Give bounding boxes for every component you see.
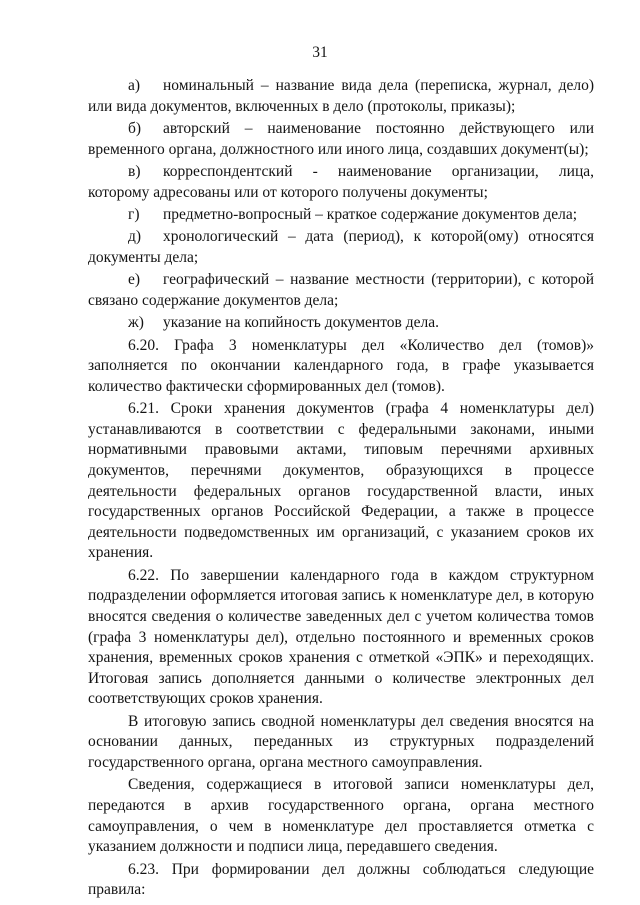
list-item-a bbox=[88, 76, 594, 117]
paragraph-summary-transfer: Сведения, содержащиеся в итоговой записи номенклатуры дел, передаются в архив государственного органа, органа местного самоуправления, о чем в номенклатуре дел проставляется отметка с указанием должности и подписи лица, передавшего сведения. bbox=[88, 776, 594, 856]
paragraph-summary-record: В итоговую запись сводной номенклатуры дел сведения вносятся на основании данных, переданных из структурных подразделений государственного органа, органа местного самоуправления. bbox=[88, 712, 594, 771]
list-marker: б) bbox=[128, 119, 142, 137]
paragraph-6-20: 6.20. Графа 3 номенклатуры дел «Количество дел (томов)» заполняется по окончании календарного года, в графе указывается количество фактически сформированных дел (томов). bbox=[88, 336, 594, 395]
list-marker: д) bbox=[128, 228, 142, 246]
list-marker: а) bbox=[128, 77, 141, 94]
list-item-text: авторский – наименование постоянно действующего или временного органа, должностного или иного лица, создавших документ(ы); bbox=[88, 119, 594, 158]
list-item-text: номинальный – название вида дела (переписка, журнал, дело) или вида документов, включенных в дело (протоколы, приказы); bbox=[88, 77, 594, 115]
paragraph-6-22: 6.22. По завершении календарного года в каждом структурном подразделении оформляется итоговая запись к номенклатуре дел, в которую вносятся сведения о количестве заведенных дел с учетом количества томов (графа 3 номенклатуры дел), отдельно постоянного и временных сроков хранения, временных сроков хранения с отметкой «ЭПК» и переходящих. Итоговая запись дополняется данными о количестве электронных дел соответствующих сроков хранения. bbox=[88, 566, 594, 708]
list-item-v bbox=[88, 162, 594, 203]
list-marker: ж) bbox=[128, 314, 144, 332]
page-number: 31 bbox=[312, 44, 328, 61]
page-content bbox=[88, 76, 594, 903]
list-item-zh bbox=[88, 313, 594, 334]
list-marker: е) bbox=[128, 271, 141, 289]
list-item-text: географический – название местности (территории), с которой связано содержание документов дела; bbox=[88, 271, 594, 309]
list-item-text: предметно-вопросный – краткое содержание документов дела; bbox=[163, 205, 578, 223]
paragraph-6-23: 6.23. При формировании дел должны соблюдаться следующие правила: bbox=[88, 860, 594, 899]
list-item-e bbox=[88, 270, 594, 311]
list-marker: г) bbox=[128, 205, 140, 223]
paragraph-6-21: 6.21. Сроки хранения документов (графа 4 номенклатуры дел) устанавливаются в соответствии с федеральными законами, иными нормативными правовыми актами, типовым перечнями архивных документов, перечнями документов, образующихся в процессе деятельности федеральных органов государственной власти, иных государственных органов Российской Федерации, а также в процессе деятельности подведомственных им организаций, с указанием сроков их хранения. bbox=[88, 400, 594, 562]
list-item-text: указание на копийность документов дела. bbox=[163, 314, 439, 332]
list-item-b bbox=[88, 119, 594, 160]
list-item-g bbox=[88, 205, 594, 226]
list-item-d bbox=[88, 227, 594, 268]
list-item-text: хронологический – дата (период), к которой(ому) относятся документы дела; bbox=[88, 228, 594, 266]
list-marker: в) bbox=[128, 162, 141, 180]
list-item-text: корреспондентский - наименование организации, лица, которому адресованы или от которого получены документы; bbox=[88, 162, 594, 201]
